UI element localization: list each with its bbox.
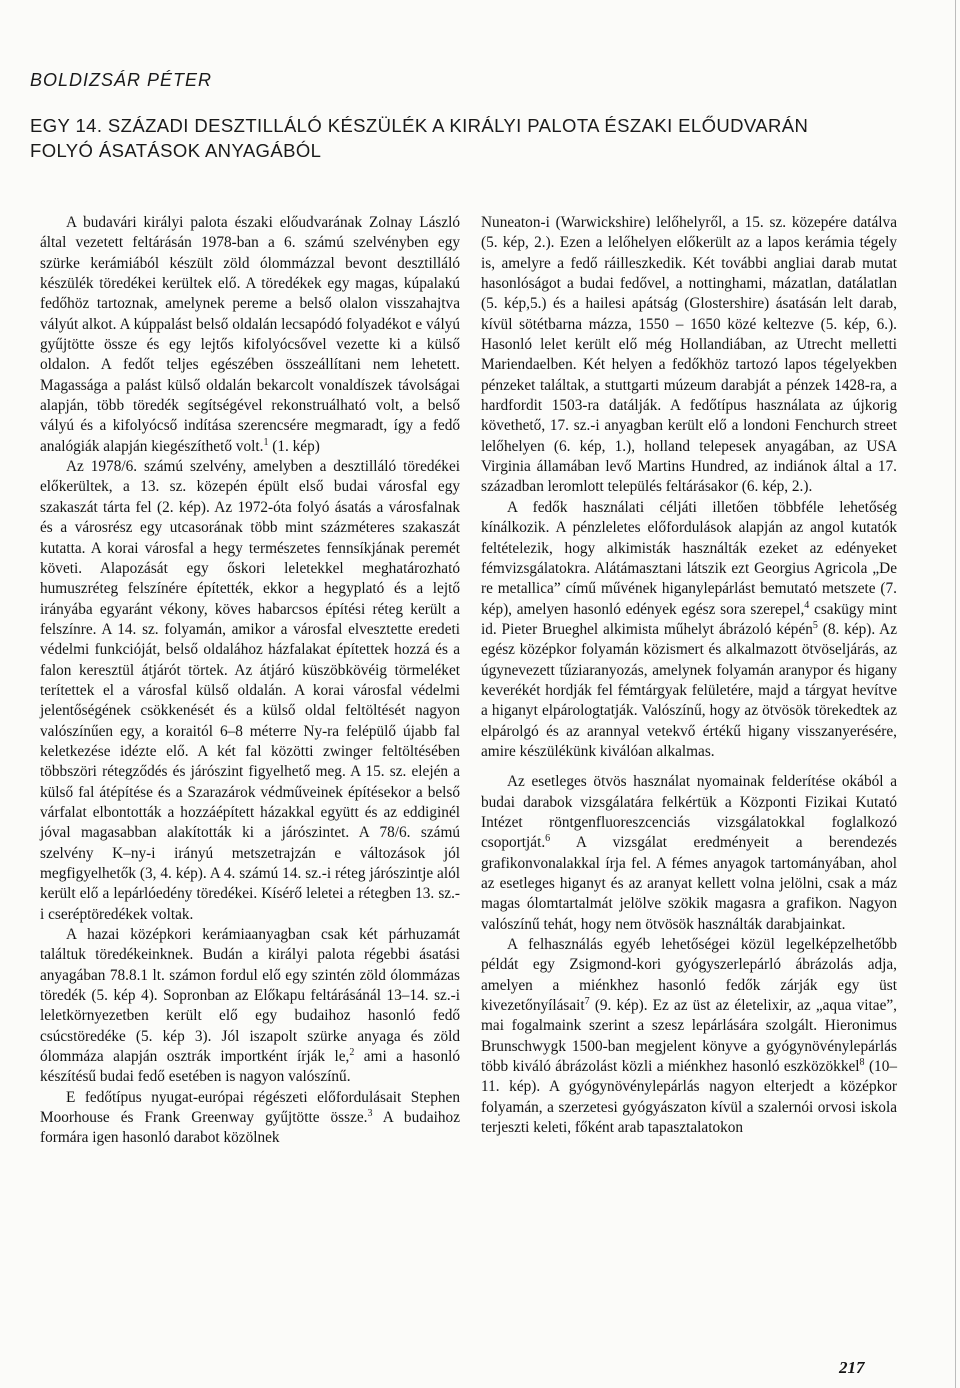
- text-run: A fedők használati céljáti illetően többféle lehetőség kínálkozik. A pénzleletes előfordulások alapján az angol kutatók feltételezik, hogy alkimisták használták ezeket az edényeket fémvizsgálatokra. Alátámasztani látszik ezt Georgius Agricola „De re metallica” című művének higanylepárlást bemutató metszete (7. kép), amelyen hasonló edények egész sora szerepel,: [481, 498, 897, 618]
- text-run: (8. kép). Az egész középkor folyamán közismert és alkalmazott ötvöseljárás, az úgynevezett tűziaranyozás, amelynek folyamán aranypor és higany keverékét hordják fel fémtárgyak felületére, majd a tárgyat hevítve a higanyt elpárologtatják. Valószínű, hogy az ötvösök törekedtek az elpárolgó és az arannyal vetekvő értékű higany visszanyerésére, amire készülékünk kiválóan alkalmas.: [481, 620, 897, 760]
- paragraph: Nuneaton-i (Warwickshire) lelőhelyről, a 15. sz. közepére datálva (5. kép, 2.). Ezen a lelőhelyen előkerült az a lapos kerámia tégely is, amelyre a fedő ráilleszkedik. Két további angliai darab mutat hasonlóságot a budai fedővel, a nottinghami, mázatlan, datálatlan (5. kép,5.) és a hailesi apátság (Glostershire) ásatásán lelt darab, kívül sötétbarna mázza, 1550 – 1650 közé keltezve (5. kép, 6.). Hasonló lelet került elő még Hollandiában, az Utrecht melletti Mariendaelben. Két helyen a fedőkhöz tartozó lapos tégelyekben pénzeket találtak, a stuttgarti múzeum darabját a pénzek 1428-ra, a hardfordit 1503-ra datálják. A fedőtípus használata az újkorig követhető, 17. sz.-i anyagban került elő a londoni Fenchurch street lelőhelyen (6. kép, 1.), holland telepesek anyagában, az USA Virginia államában levő Martins Hundred, az indiánok által a 17. században leromlott település feltárásakor (6. kép, 2.).: [481, 214, 897, 496]
- text-run: A hazai középkori kerámiaanyagban csak két párhuzamát találtuk töredékeinknek. Budán a királyi palota régebbi ásatási anyagában 78.8.1 lt. számon fordul elő egy szintén zöld ólommázas töredék (5. kép 4). Sopronban az Előkapu feltárásánál 13–14. sz.-i leletkörnyezetben került elő egy budaihoz hasonló fedő csúcstöredéke (5. kép 3). Jól iszapolt szürke anyaga és zöld ólommáza alapján osztrák importként írják le,: [40, 926, 460, 1066]
- footnote-mark: 3: [367, 1108, 373, 1120]
- text-run: (1. kép): [272, 437, 320, 455]
- footnote-mark: 1: [263, 436, 269, 448]
- text-column-right: [481, 213, 897, 1138]
- page-edge-divider: [955, 0, 956, 1388]
- paragraph: [40, 925, 460, 1088]
- text-run: A felhasználás egyéb lehetőségei közül legelképzelhetőbb példát egy Zsigmond-kori gyógyszerlepárló ábrázolás adja, amelyen a miénkhez hasonló fedők zárják egy üst kivezetőnyílásait: [481, 936, 897, 1015]
- footnote-mark: 4: [804, 599, 810, 611]
- article-title-line-2: FOLYÓ ÁSATÁSOK ANYAGÁBÓL: [30, 140, 322, 161]
- text-run: E fedőtípus nyugat-európai régészeti előfordulásait Stephen Moorhouse és Frank Greenway gyűjtötte össze.: [40, 1088, 460, 1127]
- article-title: [30, 113, 910, 163]
- paragraph: [40, 213, 460, 457]
- footnote-mark: 5: [812, 619, 818, 631]
- footnote-mark: 8: [859, 1057, 865, 1068]
- text-run: (9. kép). Ez az üst az életelixir, az „aqua vitae”, mai fogalmaink szerint a szesz lepárlására szolgált. Hieronimus Brunschwygk 1500-ban megjelent könyve a gyógynövénylepárlás több kiváló ábrázolást közli a miénkhez hasonló eszközökkel: [481, 997, 897, 1076]
- paragraph: [40, 1088, 460, 1149]
- text-run: A budaihoz formára igen hasonló darabot közölnek: [40, 1109, 460, 1147]
- paragraph: [481, 772, 897, 935]
- paragraph: [481, 935, 897, 1138]
- text-run: ami a hasonló készítésű budai fedő esetében is nagyon valószínű.: [40, 1048, 460, 1086]
- text-column-left: [40, 213, 460, 1149]
- page-number: 217: [839, 1358, 865, 1377]
- footnote-mark: 2: [349, 1047, 355, 1058]
- text-run: A vizsgálat eredményeit a berendezés grafikonvonalakkal írja fel. A fémes anyagok tartományában, ahol az esetleges higanyt és az aranyat kellett volna jelölni, csak a máz magas ólomtartalmát jelölve szökik magasra a grafikon. Nagyon valószínű tehát, hogy nem ötvösök használták darabjainkat.: [481, 834, 897, 933]
- paragraph: Az 1978/6. számú szelvény, amelyben a desztilláló töredékei előkerültek, a 13. sz. közepén épült első budai városfal egy szakaszát tárta fel (2. kép). Az 1972-óta folyó ásatás a városfalnak és a városrész egy utcasorának több mint százméteres szakaszát kutatta. A korai városfal a hegy természetes fennsíkjának peremét követi. Alapozását egy őskori leletekkel meghatározható humuszréteg felszínére építették, ekkor a hegyplató és a lejtő irányába egyaránt vékony, köves habarcsos építési réteg került a felszínre. A 14. sz. folyamán, amikor a városfal elvesztette eredeti védelmi funkcióját, belső oldalához házfalakat építettek hozzá és a falon keresztül átjárót törtek. Az átjáró küszöbkövéig törmeléket terítettek el a városfal külső oldalán. A korai városfal védelmi jelentőségének csökkenését és a külső oldal feltöltését nagyon valószínűen egy, a koraitól 6–8 méterre Ny-ra felépülő újabb fal keletkezése idézte elő. A két fal közötti zwinger feltöltésében többszöri rétegződés és járószint figyelhető meg. A 15. sz. elején a külső fal átépítése és a Szarazárok védműveinek építésekor a belső várfalat elbontották a hozzáépített házakkal együtt és az eddiginél jóval magasabban alakították ki a járószintet. A 78/6. számú szelvény K–ny-i irányú metszetrajzán e változások jól megfigyelhetők (3, 4. kép). A 4. számú 14. sz.-i réteg járószintje alól került elő a lepárlóedény töredékei. Kísérő leletei a rétegben 13. sz.-i cseréptöredékek voltak.: [40, 458, 460, 923]
- text-run: A budavári királyi palota északi előudvarának Zolnay László által vezetett feltárásán 1978-ban a 6. számú szelvényben egy szürke kerámiából készült zöld ólommázzal bevont desztilláló készülék töredékei kerültek elő. A töredékek egy magas, kúpalakú fedőhöz tartoznak, amelynek pereme a belső olalon visszahajtva vályút alkot. A kúppalást belső oldalán lecsapódó folyadékot e vályú gyűjtötte össze és egy lejtős kifolyócsővel vezette ki a külső oldalon. A fedőt teljes egészében összeállítani nem lehetett. Magassága a palást külső oldalán bekarcolt vonaldíszek távolságai alapján, több töredék segítségével rekonstruálható volt, a belső vályú és a kifolyócső indítása szerencsére megmaradt, így a fedő analógiák alapján kiegészíthető volt.: [40, 214, 460, 455]
- footnote-mark: 7: [584, 995, 590, 1007]
- footnote-mark: 6: [545, 833, 551, 845]
- paragraph: [481, 498, 897, 762]
- article-title-line-1: EGY 14. SZÁZADI DESZTILLÁLÓ KÉSZÜLÉK A KIRÁLYI PALOTA ÉSZAKI ELŐUDVARÁN: [30, 115, 809, 136]
- author-name: BOLDIZSÁR PÉTER: [30, 70, 213, 90]
- text-run: (10–11. kép). A gyógynövénylepárlás nagyon elterjedt a középkor folyamán, a szerzetesi gyógyászaton kívül a szalernói orvosi iskola terjeszti keleti, főként arab tapasztalatokon: [481, 1058, 897, 1137]
- text-run: Az esetleges ötvös használat nyomainak felderítése okából a budai darabok vizsgálatára felkértük a Központi Fizikai Kutató Intézet röntgenfluoreszcenciás vizsgálatokkal foglalkozó csoportját.: [481, 773, 897, 852]
- text-run: csakügy mint id. Pieter Brueghel alkimista műhelyt ábrázoló képén: [481, 600, 897, 638]
